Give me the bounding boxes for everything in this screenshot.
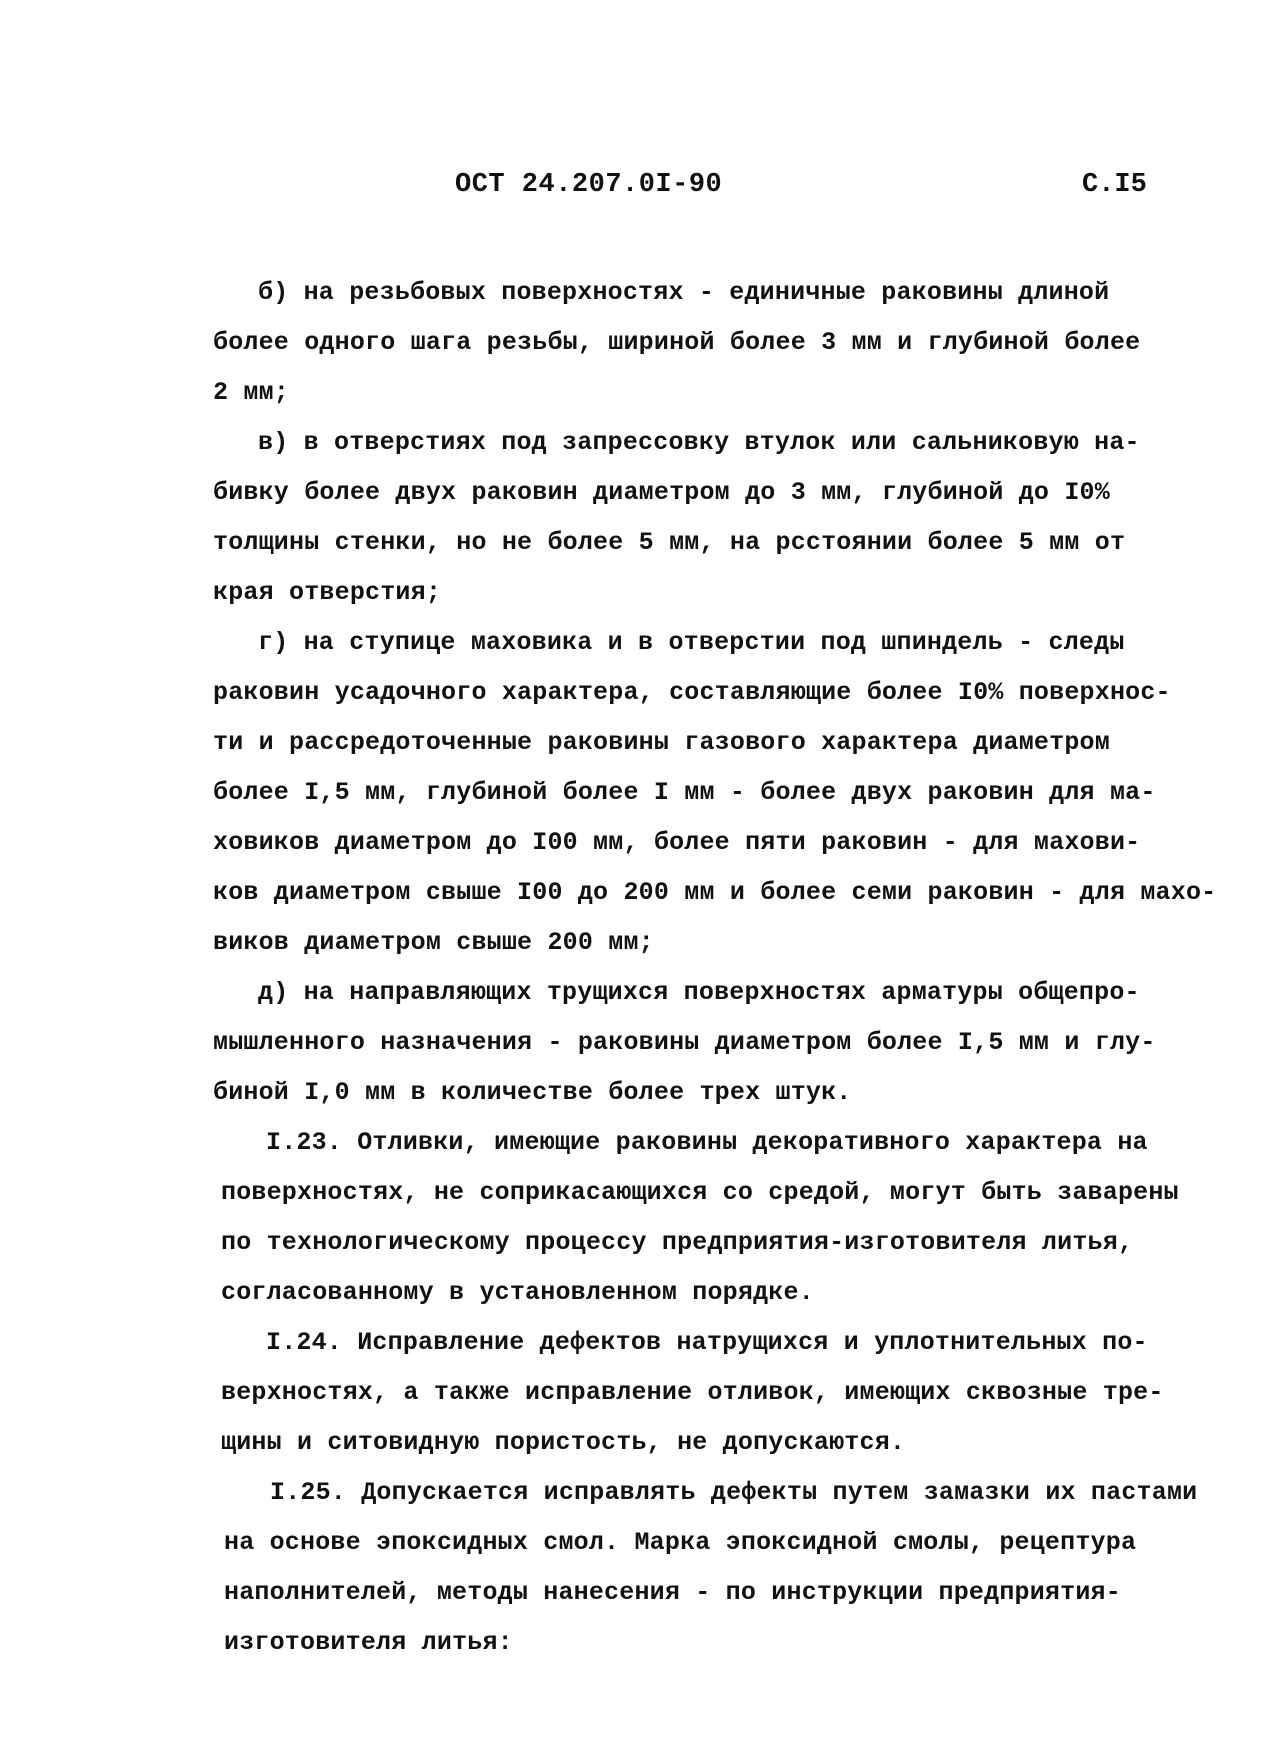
text-line: 2 мм;	[213, 378, 290, 407]
text-line: согласованному в установленном порядке.	[221, 1278, 814, 1307]
document-code: ОСТ 24.207.0I-90	[455, 170, 723, 200]
text-line: раковин усадочного характера, составляющие более I0% поверхнос-	[213, 678, 1171, 707]
text-line: более I,5 мм, глубиной более I мм - более двух раковин для ма-	[213, 778, 1156, 807]
text-line: I.23. Отливки, имеющие раковины декоративного характера на	[266, 1128, 1148, 1157]
text-line: ховиков диаметром до I00 мм, более пяти раковин - для махови-	[213, 828, 1141, 857]
text-line: изготовителя литья:	[224, 1628, 513, 1657]
text-line: мышленного назначения - раковины диаметром более I,5 мм и глу-	[213, 1028, 1156, 1057]
text-line: наполнителей, методы нанесения - по инструкции предприятия-	[224, 1578, 1121, 1607]
text-line: ти и рассредоточенные раковины газового характера диаметром	[213, 728, 1110, 757]
body-text	[0, 268, 1261, 1668]
text-line: по технологическому процессу предприятия-изготовителя литья,	[221, 1228, 1134, 1257]
text-line: I.24. Исправление дефектов натрущихся и уплотнительных по-	[266, 1328, 1148, 1357]
text-line: края отверстия;	[213, 578, 442, 607]
page-number: С.I5	[1082, 170, 1147, 200]
text-line: б) на резьбовых поверхностях - единичные раковины длиной	[258, 278, 1110, 307]
text-line: ков диаметром свыше I00 до 200 мм и более семи раковин - для махо-	[213, 878, 1217, 907]
text-line: биной I,0 мм в количестве более трех штук.	[213, 1078, 852, 1107]
text-line: более одного шага резьбы, шириной более 3 мм и глубиной более	[213, 328, 1141, 357]
text-line: поверхностях, не соприкасающихся со средой, могут быть заварены	[221, 1178, 1179, 1207]
text-line: виков диаметром свыше 200 мм;	[213, 928, 654, 957]
text-line: бивку более двух раковин диаметром до 3 мм, глубиной до I0%	[213, 478, 1110, 507]
page-header	[0, 170, 1261, 210]
text-line: верхностях, а также исправление отливок, имеющих сквозные тре-	[221, 1378, 1164, 1407]
text-line: д) на направляющих трущихся поверхностях арматуры общепро-	[258, 978, 1140, 1007]
text-line: в) в отверстиях под запрессовку втулок или сальниковую на-	[258, 428, 1140, 457]
text-line: г) на ступице маховика и в отверстии под шпиндель - следы	[258, 628, 1125, 657]
text-line: щины и ситовидную пористость, не допускаются.	[221, 1428, 906, 1457]
text-line: на основе эпоксидных смол. Марка эпоксидной смолы, рецептура	[224, 1528, 1137, 1557]
text-line: толщины стенки, но не более 5 мм, на рсстоянии более 5 мм от	[213, 528, 1126, 557]
text-line: I.25. Допускается исправлять дефекты путем замазки их пастами	[270, 1478, 1198, 1507]
